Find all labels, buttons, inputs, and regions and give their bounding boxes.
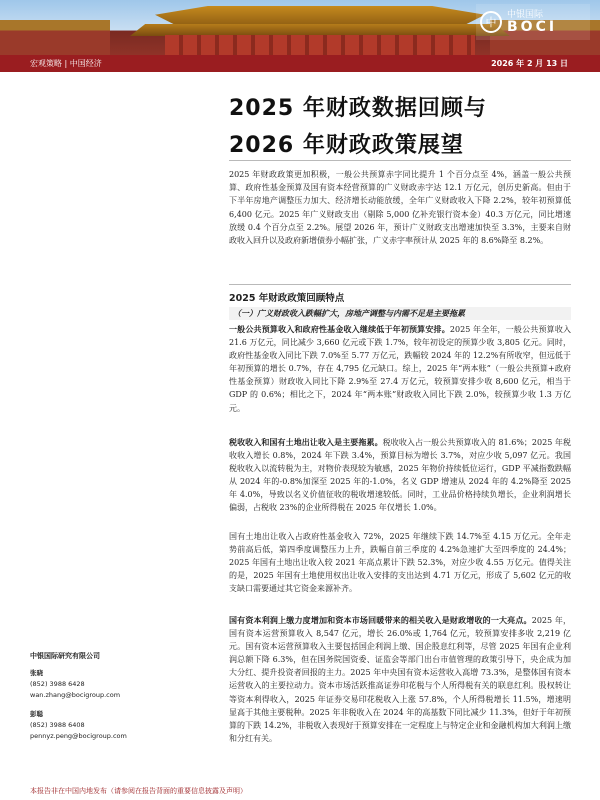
title-line-1: 2025 年财政数据回顾与 <box>229 96 487 121</box>
title-line-2: 2026 年财政政策展望 <box>229 133 464 158</box>
body-paragraph-4 <box>229 614 571 745</box>
paragraph-3-text: 国有土地出让收入占政府性基金收入 72%，2025 年继续下跌 14.7%至 4.15 万亿元。全年走势前高后低，第四季度调整压力上升，跌幅自前三季度的 4.2%急速扩大至四季度的 24.4%；2025 年国有土地出让收入较 2021 年高点累计下跌 52.3%，对应少收 4.55 万亿元。值得关注的是，2025 年国有土地使用权出让收入安排的支出达到 4.71 万亿元，形成了 5,602 亿元的收支缺口需要通过其它资金来源补齐。 <box>229 532 571 594</box>
boci-logo <box>476 4 590 40</box>
logo-text <box>507 11 557 34</box>
paragraph-2-lead: 税收收入和国有土地出让收入是主要拖累。 <box>229 437 383 447</box>
paragraph-1-lead: 一般公共预算收入和政府性基金收入继续低于年初预算安排。 <box>229 324 450 334</box>
body-paragraph-2 <box>229 436 571 515</box>
boc-emblem-icon: 中 <box>480 11 502 33</box>
paragraph-4-lead: 国有资本利润上缴力度增加和资本市场回暖带来的相关收入是财政增收的一大亮点。 <box>229 615 532 625</box>
subsection-title: （一）广义财政收入跌幅扩大，房地产调整与内需不足是主要拖累 <box>229 307 571 320</box>
analyst-sidebar <box>30 651 127 742</box>
footer-disclaimer: 本报告非在中国内地发布（请参阅在报告背面的重要信息披露及声明） <box>30 787 247 795</box>
paragraph-2-text: 税收收入占一般公共预算收入的 81.6%；2025 年税收收入增长 0.8%，2024 年下跌 3.4%，预算目标为增长 3.7%，对应少收 5,097 亿元。我国税收收入以流转税为主，对物价表现较为敏感，2025 年物价持续低位运行，GDP 平减指数跌幅从 2024 年的-0.8%加深至 2025 年的-1.0%，名义 GDP 增速从 2024 年的 4.2%降至 2025 年 4.0%，导致以名义价值征收的税收增速较低。同时，工业品价格持续负增长，企业利润增长偏弱，占税收 23%的企业所得税在 2025 年仅增长 1.0%。 <box>229 438 571 513</box>
analyst-2-name: 彭聪 <box>30 710 43 718</box>
analyst-1-phone: (852) 3988 6428 <box>30 680 85 688</box>
report-title <box>229 90 589 164</box>
body-paragraph-3 <box>229 530 571 595</box>
header-banner-image <box>0 0 600 55</box>
banner-left-building <box>0 20 110 55</box>
paragraph-1-text: 2025 年全年，一般公共预算收入 21.6 万亿元，同比减少 3,660 亿元或下跌 1.7%，较年初设定的预算少收 3,805 亿元。同时，政府性基金收入同比下跌 7.0%至 5.77 万亿元，跌幅较 2024 年的 12.2%有所收窄，但远低于年初预算的增长 0.7%，存在 4,795 亿元缺口。综上，2025 年“两本账”（一般公共预算+政府性基金预算）财政收入同比下降 2.9%至 27.4 万亿元，较预算安排少收 8,600 亿元，相当于 GDP 的 0.6%；相比之下，2024 年“两本账”财政收入同比下跌 2.0%，较预算少收 1.3 万亿元。 <box>229 325 572 413</box>
banner-wall <box>165 35 475 55</box>
analyst-2-email[interactable]: pennyz.peng@bocigroup.com <box>30 732 127 740</box>
logo-en: BOCI <box>507 18 558 35</box>
analyst-1-email[interactable]: wan.zhang@bocigroup.com <box>30 691 121 699</box>
category-label: 宏观策略 | 中国经济 <box>30 59 102 68</box>
body-paragraph-1 <box>229 323 571 415</box>
abstract-divider <box>229 284 571 285</box>
analyst-1-name: 张晓 <box>30 669 43 677</box>
report-date: 2026 年 2 月 13 日 <box>491 59 568 68</box>
category-bar <box>0 55 600 72</box>
abstract-text: 2025 年财政政策更加积极，一般公共预算赤字同比提升 1 个百分点至 4%，涵盖一般公共预算、政府性基金预算及国有资本经营预算的广义财政赤字达 12.1 万亿元，创历史新高。但由于下半年房地产调整压力加大、经济增长动能放缓，全年广义财政收入下降 2.2%，较年初预算低 6,400 亿元。2025 年广义财政支出（剔除 5,000 亿补充银行资本金）40.3 万亿元，同比增速放缓 0.4 个百分点至 2.2%。展望 2026 年，预计广义财政支出增速加快至 3.3%，主要来自财政收入回升以及政府新增债券小幅扩张，广义赤字率预计从 2025 年的 8.6%降至 8.2%。 <box>229 170 571 246</box>
logo-cn: 中银国际 <box>507 9 544 20</box>
research-org: 中银国际研究有限公司 <box>30 652 100 660</box>
title-divider <box>229 160 571 161</box>
analyst-2-phone: (852) 3988 6408 <box>30 721 85 729</box>
paragraph-4-text: 2025 年，国有资本运营预算收入 8,547 亿元，增长 26.0%或 1,764 亿元，较预算安排多收 2,219 亿元。国有资本运营预算收入主要包括国企利润上缴、国企股息红利等，尽管 2025 年国有企业利润总额下降 6.3%，但在国务院国资委、证监会等部门出台市值管理的政策引导下，央企成为加大分红、提升投资者回报的主力。2025 年中央国有资本运营收入高增 73.3%，是整体国有资本运营收入的主要拉动力。资本市场活跃推高证券印花税与个人所得税有关的联息红利。股权转让等资本利得收入，2025 年证券交易印花税收入上涨 57.8%，个人所得税增长 11.5%，增速明显高于其他主要税种。2025 年非税收入在 2024 年的高基数下同比减少 11.3%，但好于年初预算的下跌 14.2%，非税收入表现好于预算安排在一定程度上与特定企业和金融机构加大利润上缴和分红有关。 <box>229 616 572 743</box>
section-title: 2025 年财政政策回顾特点 <box>229 293 345 304</box>
